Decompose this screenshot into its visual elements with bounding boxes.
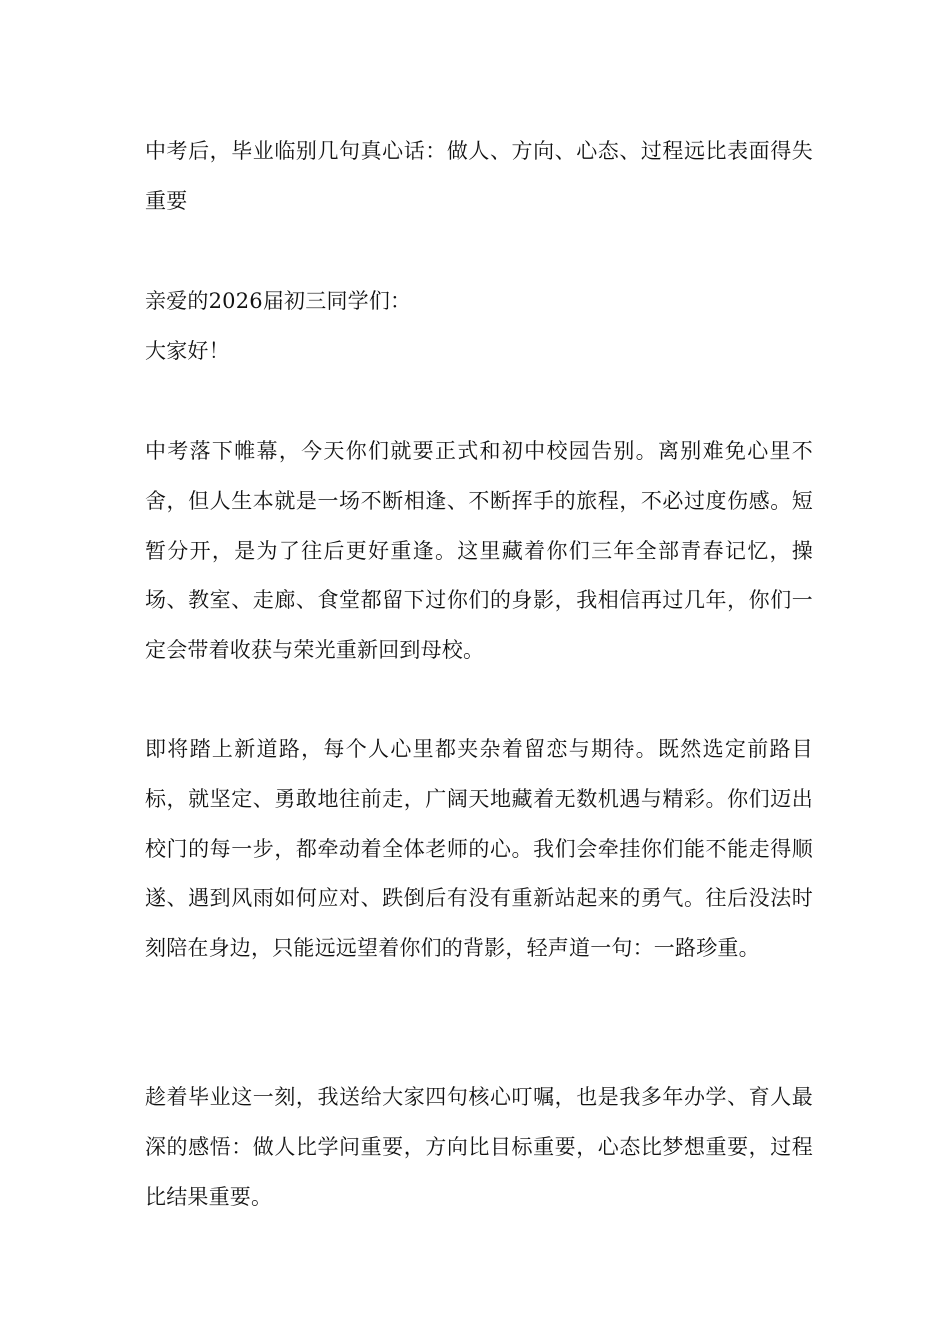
paragraph-new-road: 即将踏上新道路，每个人心里都夹杂着留恋与期待。既然选定前路目标，就坚定、勇敢地往前走，广阔天地藏着无数机遇与精彩。你们迈出校门的每一步，都牵动着全体老师的心。我们会牵挂你们能不能走得顺遂、遇到风雨如何应对、跌倒后有没有重新站起来的勇气。往后没法时刻陪在身边，只能远远望着你们的背影，轻声道一句：一路珍重。 bbox=[145, 737, 813, 961]
document-title: 中考后，毕业临别几句真心话：做人、方向、心态、过程远比表面得失重要 bbox=[145, 139, 813, 213]
greeting: 大家好！ bbox=[145, 339, 230, 363]
salutation: 亲爱的2026届初三同学们： bbox=[145, 289, 412, 313]
paragraph-advice: 趁着毕业这一刻，我送给大家四句核心叮嘱，也是我多年办学、育人最深的感悟：做人比学问重要，方向比目标重要，心态比梦想重要，过程比结果重要。 bbox=[145, 1085, 813, 1209]
paragraph-farewell: 中考落下帷幕，今天你们就要正式和初中校园告别。离别难免心里不舍，但人生本就是一场不断相逢、不断挥手的旅程，不必过度伤感。短暂分开，是为了往后更好重逢。这里藏着你们三年全部青春记忆，操场、教室、走廊、食堂都留下过你们的身影，我相信再过几年，你们一定会带着收获与荣光重新回到母校。 bbox=[145, 439, 813, 663]
